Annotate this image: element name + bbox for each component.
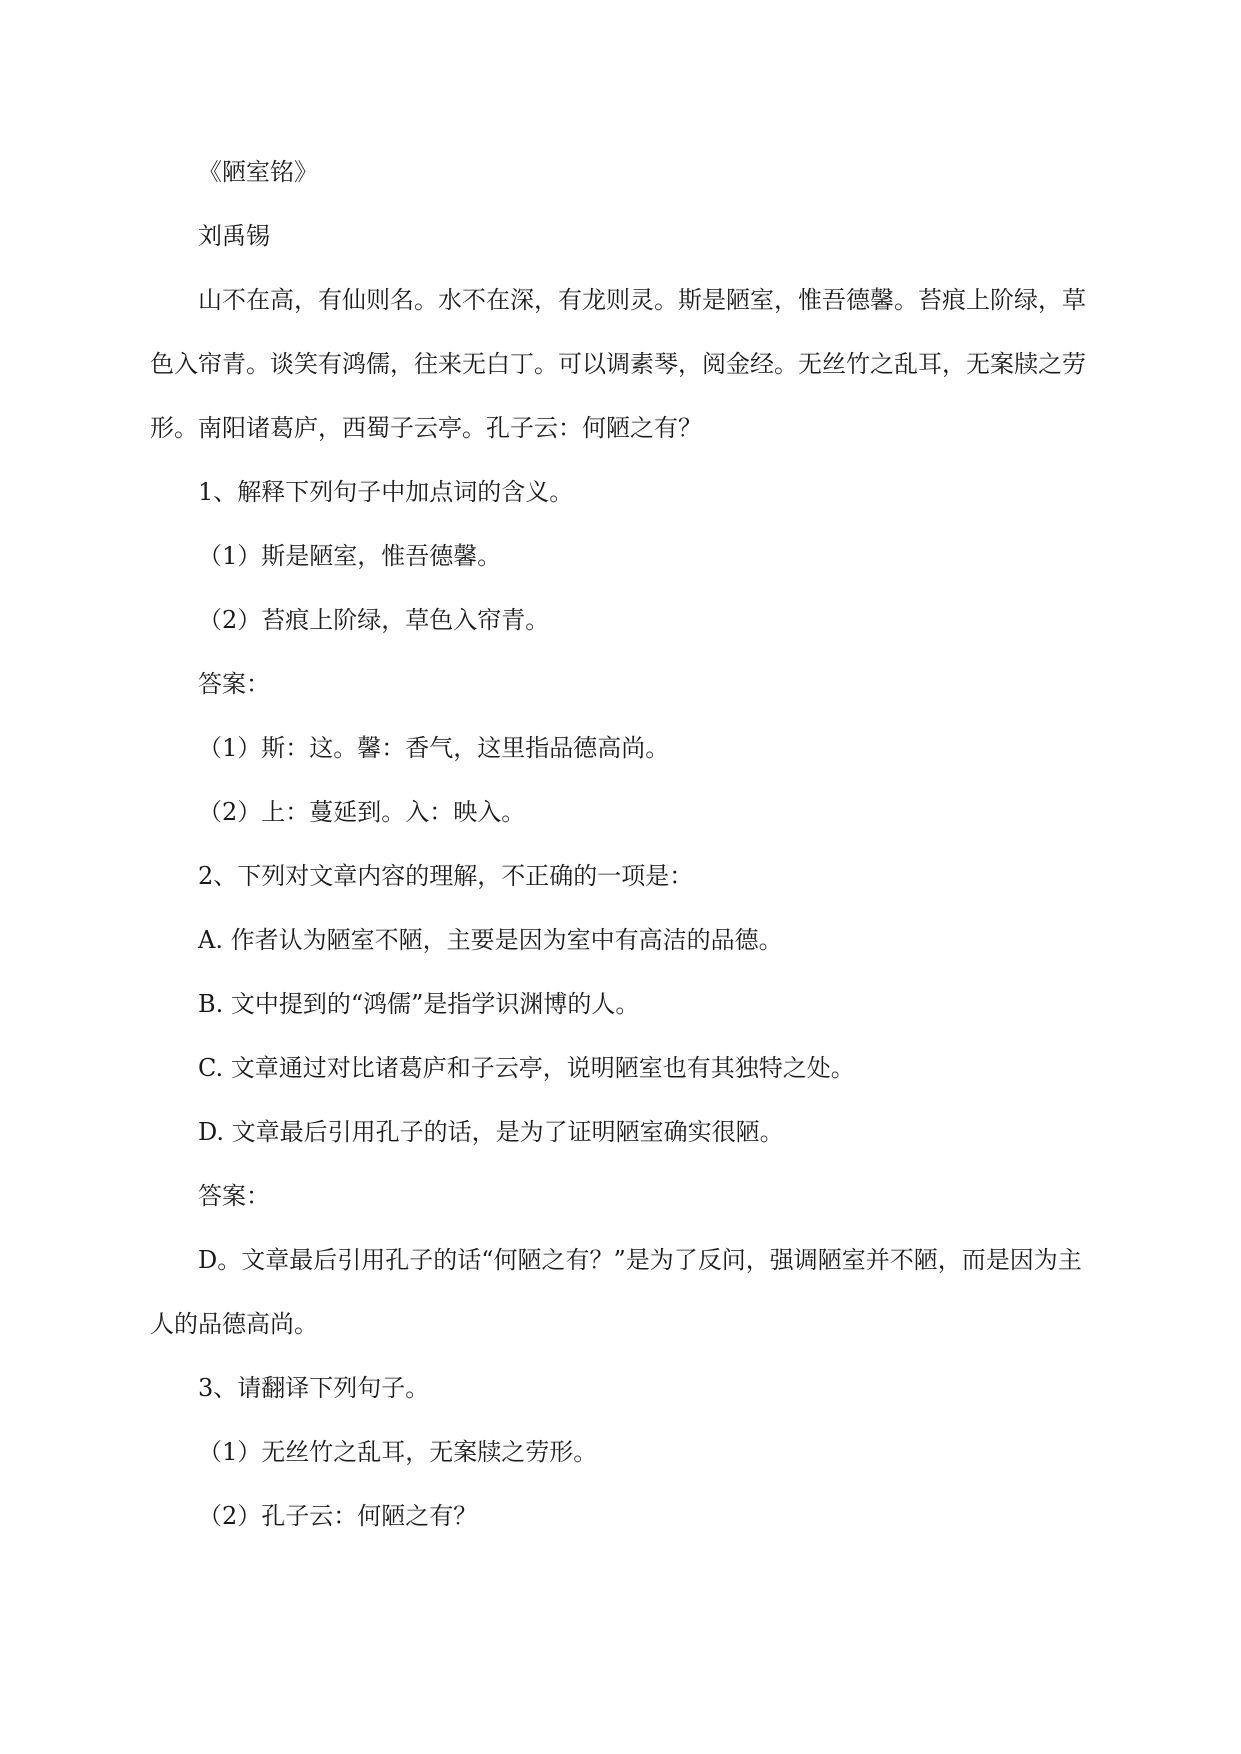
question-1-prompt: 1、解释下列句子中加点词的含义。 — [198, 478, 574, 506]
question-1-answer-2: （2）上：蔓延到。入：映入。 — [198, 798, 526, 826]
question-1-answer-1: （1）斯：这。馨：香气，这里指品德高尚。 — [198, 734, 670, 762]
question-2-answer: D。文章最后引用孔子的话“何陋之有？”是为了反问，强调陋室并不陋，而是因为主人的品德高尚。 — [150, 1246, 1082, 1338]
question-3-item-2: （2）孔子云：何陋之有？ — [198, 1502, 478, 1530]
poem-passage: 山不在高，有仙则名。水不在深，有龙则灵。斯是陋室，惟吾德馨。苔痕上阶绿，草色入帘青。谈笑有鸿儒，往来无白丁。可以调素琴，阅金经。无丝竹之乱耳，无案牍之劳形。南阳诸葛庐，西蜀子云亭。孔子云：何陋之有？ — [150, 286, 1086, 442]
question-2-prompt: 2、下列对文章内容的理解，不正确的一项是： — [198, 862, 694, 890]
poem-author: 刘禹锡 — [198, 222, 270, 250]
question-3-prompt: 3、请翻译下列句子。 — [198, 1374, 430, 1402]
question-2-option-a: A. 作者认为陋室不陋，主要是因为室中有高洁的品德。 — [198, 926, 783, 954]
question-3-item-1: （1）无丝竹之乱耳，无案牍之劳形。 — [198, 1438, 598, 1466]
question-1-answer-label: 答案： — [198, 670, 270, 698]
question-2-option-d: D. 文章最后引用孔子的话，是为了证明陋室确实很陋。 — [198, 1118, 784, 1146]
poem-title: 《陋室铭》 — [198, 158, 318, 186]
question-2-option-c: C. 文章通过对比诸葛庐和子云亭，说明陋室也有其独特之处。 — [198, 1054, 855, 1082]
document-page — [150, 140, 1090, 1548]
question-1-item-1: （1）斯是陋室，惟吾德馨。 — [198, 542, 502, 570]
question-1-item-2: （2）苔痕上阶绿，草色入帘青。 — [198, 606, 550, 634]
question-2-answer-label: 答案： — [198, 1182, 270, 1210]
question-2-option-b: B. 文中提到的“鸿儒”是指学识渊博的人。 — [198, 990, 640, 1018]
